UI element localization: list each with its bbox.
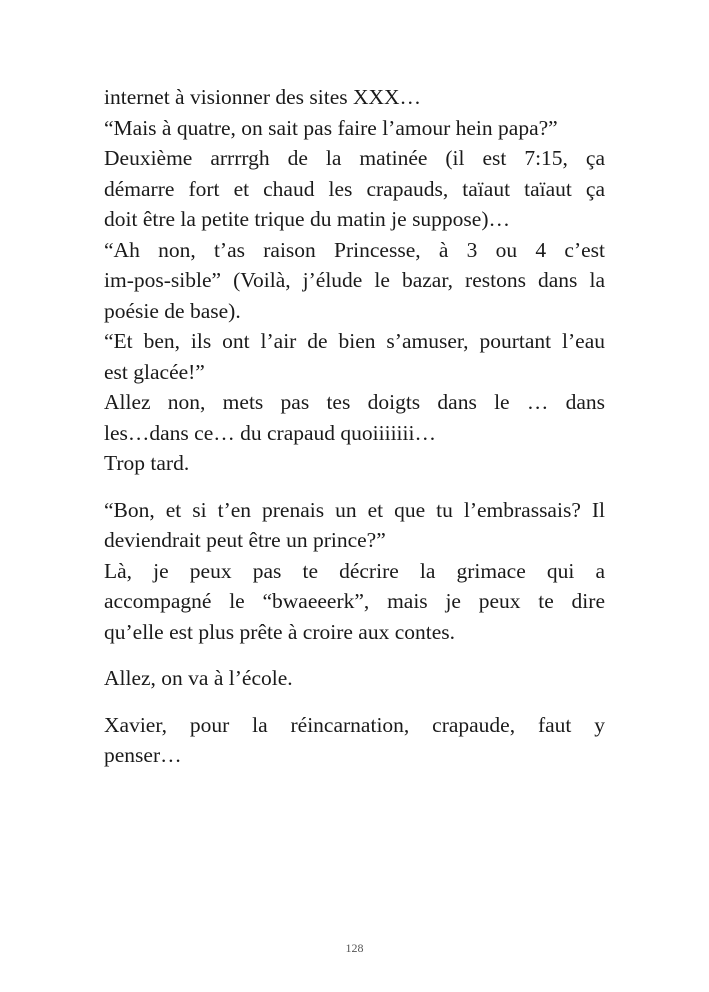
text-line: doit être la petite trique du matin je suppose)… [104, 207, 511, 231]
text-line: “Et ben, ils ont l’air de bien s’amuser, pourtant l’eau [104, 329, 605, 353]
text-line: Xavier, pour la réincarnation, crapaude, faut y [104, 712, 605, 737]
text-line: internet à visionner des sites XXX… [104, 85, 422, 109]
page-text-body [104, 82, 605, 771]
text-line: Allez, on va à l’école. [104, 666, 293, 690]
text-line: qu’elle est plus prête à croire aux contes. [104, 619, 456, 644]
text-line: est glacée!” [104, 359, 205, 384]
text-line: les…dans ce… du crapaud quoiiiiiii… [104, 420, 436, 445]
text-line: poésie de base). [104, 298, 241, 323]
text-line: deviendrait peut être un prince?” [104, 528, 386, 552]
page-number: 128 [345, 941, 364, 955]
text-line: Trop tard. [104, 451, 190, 475]
text-line: penser… [104, 743, 182, 767]
text-line: accompagné le “bwaeeerk”, mais je peux te dire [104, 589, 605, 613]
text-line: im-pos-sible” (Voilà, j’élude le bazar, restons dans la [104, 268, 605, 292]
text-line: “Ah non, t’as raison Princesse, à 3 ou 4 c’est [104, 237, 605, 262]
text-line: “Mais à quatre, on sait pas faire l’amour hein papa?” [104, 115, 558, 140]
text-line: Deuxième arrrrgh de la matinée (il est 7:15, ça [104, 146, 605, 170]
text-line: Là, je peux pas te décrire la grimace qui a [104, 558, 605, 583]
text-line: Allez non, mets pas tes doigts dans le … dans [104, 390, 605, 414]
text-line: “Bon, et si t’en prenais un et que tu l’embrassais? Il [104, 497, 605, 522]
text-line: démarre fort et chaud les crapauds, taïaut taïaut ça [104, 176, 605, 201]
